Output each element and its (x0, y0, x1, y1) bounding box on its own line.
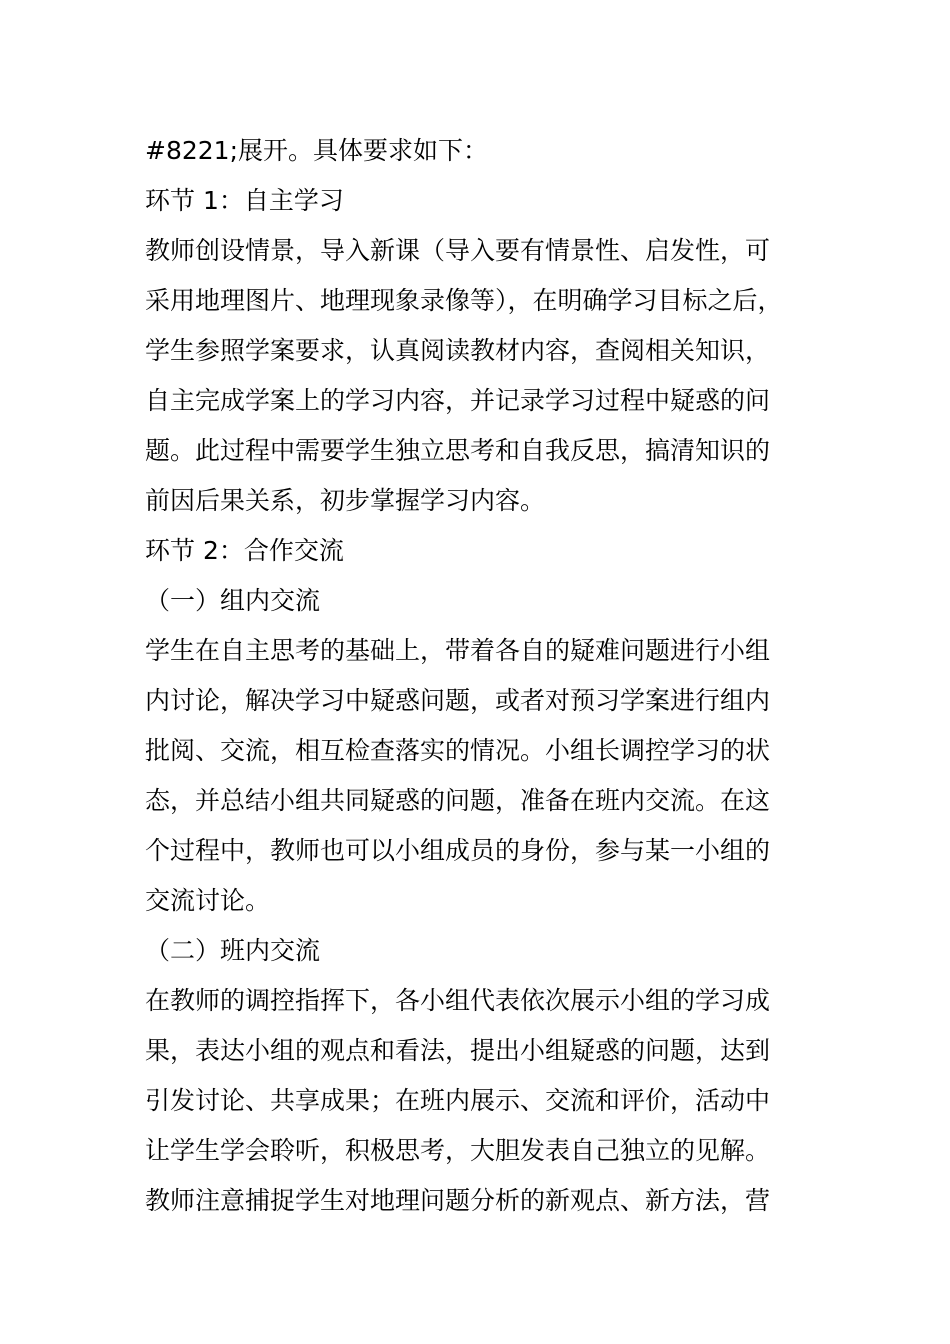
paragraph-line: 自主完成学案上的学习内容，并记录学习过程中疑惑的问 (145, 386, 771, 415)
paragraph-line: 让学生学会聆听，积极思考，大胆发表自己独立的见解。 (145, 1136, 771, 1165)
paragraph-line: 采用地理图片、地理现象录像等），在明确学习目标之后， (145, 286, 783, 315)
paragraph-line: 教师注意捕捉学生对地理问题分析的新观点、新方法，营 (145, 1186, 771, 1215)
paragraph-line: 引发讨论、共享成果；在班内展示、交流和评价，活动中 (145, 1086, 771, 1115)
paragraph-line: 内讨论，解决学习中疑惑问题，或者对预习学案进行组内 (145, 686, 771, 715)
paragraph-line: 态，并总结小组共同疑惑的问题，准备在班内交流。在这 (145, 786, 771, 815)
section-heading-step-1: 环节 1：自主学习 (145, 186, 344, 215)
subsection-heading-group: （一）组内交流 (145, 586, 321, 615)
paragraph-line: 个过程中，教师也可以小组成员的身份，参与某一小组的 (145, 836, 771, 865)
paragraph-line: 在教师的调控指挥下，各小组代表依次展示小组的学习成 (145, 986, 771, 1015)
paragraph-line: 批阅、交流，相互检查落实的情况。小组长调控学习的状 (145, 736, 771, 765)
paragraph-line: 教师创设情景，导入新课（导入要有情景性、启发性，可 (145, 236, 771, 265)
subsection-heading-class: （二）班内交流 (145, 936, 321, 965)
paragraph-line: 前因后果关系，初步掌握学习内容。 (145, 486, 546, 515)
text-line-continuation: #8221;展开。具体要求如下： (145, 136, 488, 165)
document-body (145, 126, 810, 1226)
paragraph-line: 果，表达小组的观点和看法，提出小组疑惑的问题，达到 (145, 1036, 771, 1065)
section-heading-step-2: 环节 2：合作交流 (145, 536, 344, 565)
paragraph-line: 学生参照学案要求，认真阅读教材内容，查阅相关知识， (145, 336, 771, 365)
paragraph-line: 学生在自主思考的基础上，带着各自的疑难问题进行小组 (145, 636, 771, 665)
paragraph-line: 题。此过程中需要学生独立思考和自我反思，搞清知识的 (145, 436, 771, 465)
paragraph-line: 交流讨论。 (145, 886, 271, 915)
